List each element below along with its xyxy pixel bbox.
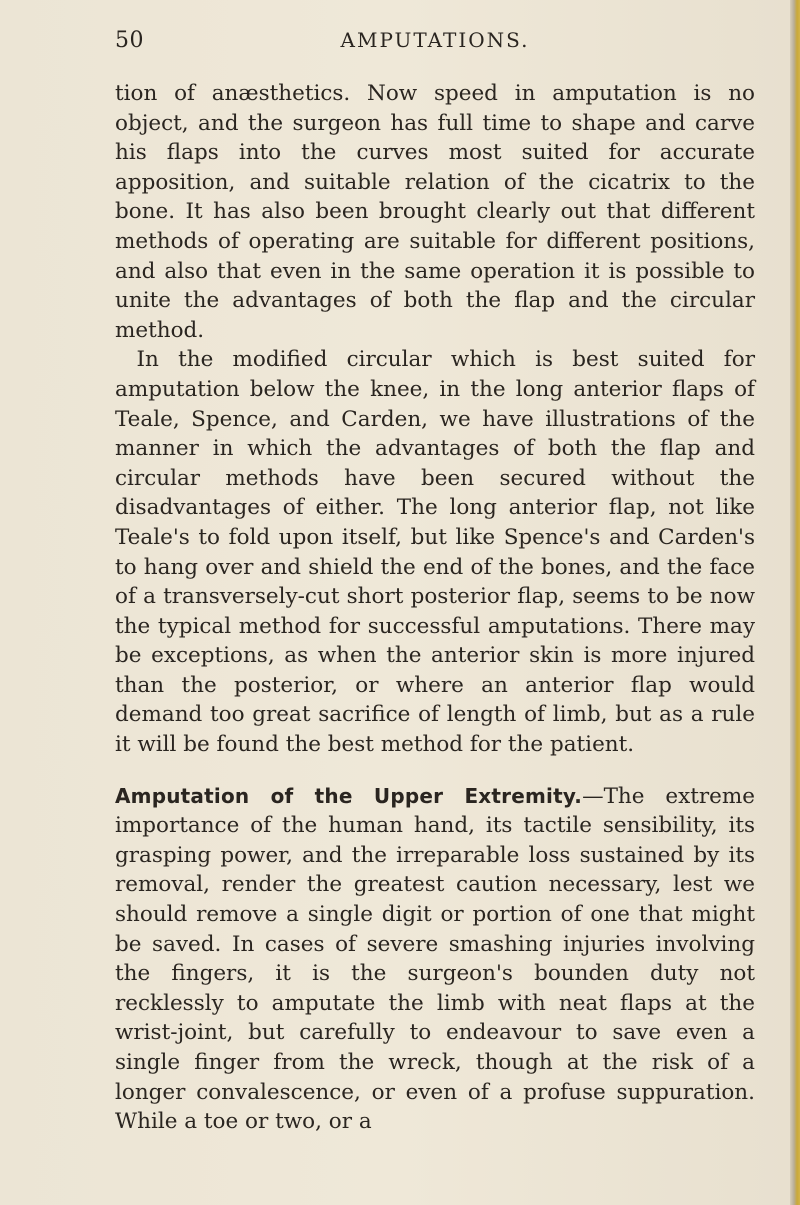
page-header — [115, 28, 755, 58]
running-head: AMPUTATIONS. — [340, 28, 530, 52]
paragraph-2: In the modified circular which is best suited for amputation below the knee, in the long anterior flaps of Teale, Spence, and Carden, we have illustrations of the manner in which the advantages of both the flap and circular methods have been secured without the disadvantages of either. The long anterior flap, not like Teale's to fold upon itself, but like Spence's and Carden's to hang over and shield the end of the bones, and the face of a transversely-cut short posterior flap, seems to be now the typical method for successful amputations. There may be exceptions, as when the anterior skin is more injured than the posterior, or where an anterior flap would demand too great sacrifice of length of limb, but as a rule it will be found the best method for the patient. — [115, 347, 755, 758]
paragraph-1: tion of anæsthetics. Now speed in amputation is no object, and the surgeon has full time to shape and carve his flaps into the curves most suited for accurate apposition, and suitable relation of the cicatrix to the bone. It has also been brought clearly out that different methods of operating are suitable for different positions, and also that even in the same operation it is possible to unite the advantages of both the flap and the circular method. — [115, 81, 755, 343]
paragraph-3 — [115, 782, 755, 1137]
paragraph-3-body: —The extreme importance of the human hand, its tactile sensibility, its grasping power, and the irreparable loss sustained by its removal, render the greatest caution necessary, lest we should remove a single digit or portion of one that might be saved. In cases of severe smashing injuries involving the fingers, it is the surgeon's bounden duty not recklessly to amputate the limb with neat flaps at the wrist-joint, but carefully to endeavour to save even a single finger from the wreck, though at the risk of a longer convalescence, or even of a profuse suppuration. While a toe or two, or a — [115, 783, 755, 1135]
page-edge — [790, 0, 800, 1205]
body-text — [115, 79, 755, 1137]
page-number: 50 — [115, 28, 144, 53]
section-heading: Amputation of the Upper Extremity. — [115, 783, 583, 808]
